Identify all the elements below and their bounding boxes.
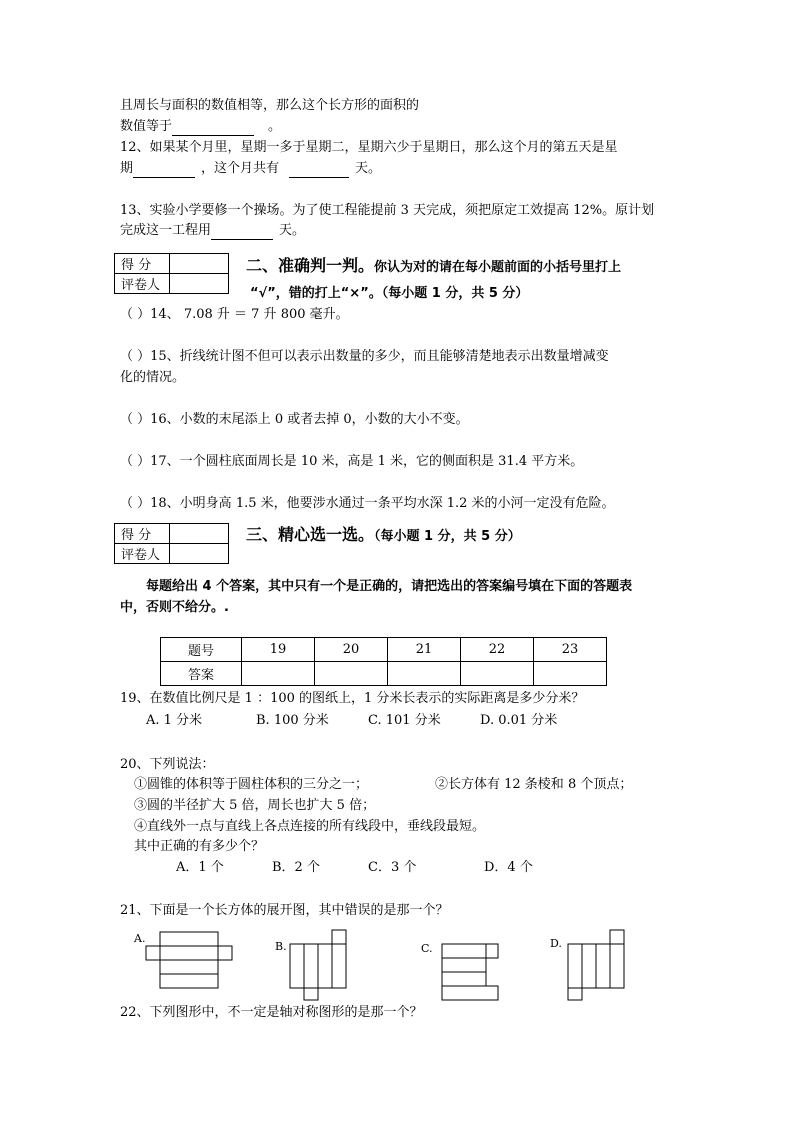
score-label: 得 分 [115,254,170,274]
net-face [442,944,486,958]
net-face [146,946,232,960]
judge-item-18: （ ）18、小明身高 1.5 米，他要涉水通过一条平均水深 1.2 米的小河一定没有危险。 [120,496,615,511]
section3-title: 三、精心选一选。 [246,525,375,544]
q21-label-d: D. [550,937,562,950]
q13-line2: 完成这一工程用 天。 [120,223,306,238]
q19-option-d[interactable]: D. 0.01 分米 [480,713,558,728]
net-face [486,944,498,958]
grader-cell[interactable] [170,274,229,294]
section3-heading [246,525,521,547]
judge-item-15-cont: 化的情况。 [120,370,186,385]
q20-option-d[interactable]: D．4 个 [484,860,533,875]
q21-label-b: B. [275,940,287,953]
q12-answer-blank-1[interactable] [133,163,195,178]
q21-stem: 21、下面是一个长方体的展开图，其中错误的是那一个？ [120,903,449,918]
q11-line2: 数值等于 。 [120,119,282,134]
q19-option-b[interactable]: B. 100 分米 [256,713,329,728]
q13-answer-blank[interactable] [211,225,273,240]
judge-bracket[interactable]: （ ） [120,454,151,469]
q11-answer-blank[interactable] [172,121,254,136]
judge-item-15: （ ）15、折线统计图不但可以表示出数量的多少，而且能够清楚地表示出数量增减变 [120,349,609,364]
q21-net-c[interactable] [438,940,502,1002]
q20-option-a[interactable]: A．1 个 [176,860,224,875]
judge-bracket[interactable]: （ ） [120,349,151,364]
grader-label: 评卷人 [115,544,170,564]
net-face [442,986,498,1000]
q20-options [176,859,533,877]
answer-table-number: 22 [461,638,534,662]
judge-bracket[interactable]: （ ） [120,412,151,427]
q21-net-d[interactable] [564,928,628,1002]
grader-label: 评卷人 [115,274,170,294]
net-face [332,930,346,944]
answer-cell[interactable] [461,662,534,686]
net-face [568,988,582,1000]
section2-score-box [114,253,229,294]
q20-option-c[interactable]: C．3 个 [368,860,417,875]
judge-item-14: （ ）14、 7.08 升 ＝ 7 升 800 毫升。 [120,307,349,322]
q21-label-c: C. [421,942,433,955]
q20-stem: 20、下列说法： [120,757,215,772]
q12-answer-blank-2[interactable] [289,163,349,178]
answer-cell[interactable] [534,662,607,686]
net-face [610,930,624,944]
answer-table-answer-label: 答案 [161,662,242,686]
judge-bracket[interactable]: （ ） [120,496,151,511]
q20-statement-4: ④直线外一点与直线上各点连接的所有线段中，垂线段最短。 [134,819,486,834]
net-face [160,932,218,946]
score-label: 得 分 [115,524,170,544]
answer-table-number: 19 [242,638,315,662]
section3-points: （每小题 1 分，共 5 分） [374,529,521,544]
net-face [442,958,486,972]
answer-cell[interactable] [242,662,315,686]
answer-table-number: 20 [315,638,388,662]
answer-cell[interactable] [315,662,388,686]
answer-table-number: 21 [388,638,461,662]
answer-table [160,637,607,686]
q13-line1: 13、实验小学要修一个操场。为了使工程能提前 3 天完成，须把原定工效提高 12%。原计划 [120,203,655,218]
q20-statement-3: ③圆的半径扩大 5 倍，周长也扩大 5 倍； [134,798,376,813]
net-face [442,972,486,986]
q19-options [146,712,557,730]
section3-instr1: 每题给出 4 个答案，其中只有一个是正确的，请把选出的答案编号填在下面的答题表 [146,579,633,594]
answer-table-header-label: 题号 [161,638,242,662]
q19-option-a[interactable]: A. 1 分米 [146,713,203,728]
judge-item-17: （ ）17、一个圆柱底面周长是 10 米，高是 1 米，它的侧面积是 31.4 平方米。 [120,454,584,469]
q11-line1: 且周长与面积的数值相等，那么这个长方形的面积的 [120,98,420,113]
q19-stem: 19、在数值比例尺是 1 ：100 的图纸上，1 分米长表示的实际距离是多少分米？ [120,691,585,706]
section2-desc2: “√”，错的打上“×”。（每小题 1 分，共 5 分） [250,286,529,301]
section2-title: 二、准确判一判。 [246,256,375,275]
judge-bracket[interactable]: （ ） [120,307,151,322]
net-face [160,960,218,974]
q12-line2: 期 ，这个月共有 天。 [120,161,382,176]
q21-label-a: A. [134,932,146,945]
section3-score-box [114,523,229,564]
q21-net-a[interactable] [140,928,240,990]
net-face [160,974,218,988]
net-face [304,988,318,1000]
q20-statement-2: ②长方体有 12 条棱和 8 个顶点； [435,777,633,792]
score-cell[interactable] [170,524,229,544]
judge-item-16: （ ）16、小数的末尾添上 0 或者去掉 0，小数的大小不变。 [120,412,469,427]
section2-heading [246,256,621,278]
q12-line1: 12、如果某个月里，星期一多于星期二，星期六少于星期日，那么这个月的第五天是星 [120,140,618,155]
section3-instr2: 中，否则不给分。. [120,600,229,615]
q20-statement-1: ①圆锥的体积等于圆柱体积的三分之一； [134,777,369,792]
answer-cell[interactable] [388,662,461,686]
answer-table-number: 23 [534,638,607,662]
q21-net-b[interactable] [288,928,352,1002]
grader-cell[interactable] [170,544,229,564]
q19-option-c[interactable]: C. 101 分米 [368,713,441,728]
score-cell[interactable] [170,254,229,274]
q22-stem: 22、下列图形中，不一定是轴对称图形的是那一个？ [120,1005,423,1020]
section2-desc1: 你认为对的请在每小题前面的小括号里打上 [374,260,622,275]
q20-ask: 其中正确的有多少个？ [134,839,265,854]
q20-option-b[interactable]: B．2 个 [272,860,320,875]
